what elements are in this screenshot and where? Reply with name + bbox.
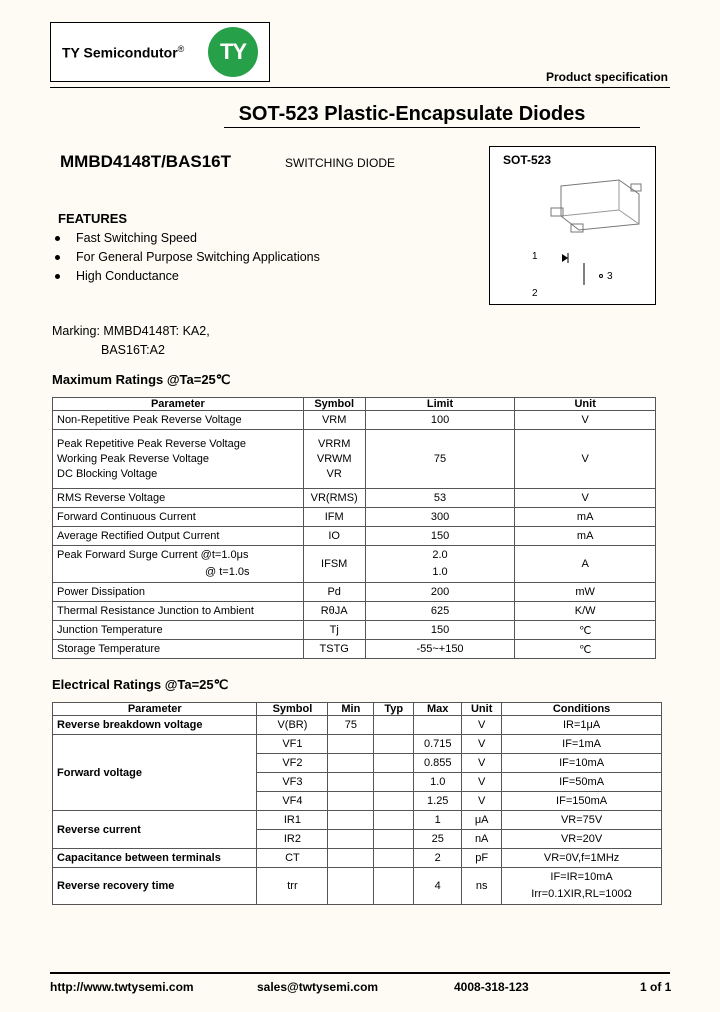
cell-unit: V <box>462 735 502 754</box>
cell-param: Junction Temperature <box>53 621 304 640</box>
cell-limit: 150 <box>365 527 515 546</box>
header-typ: Typ <box>374 703 414 716</box>
company-name: TY Semicondutor® <box>62 44 185 61</box>
feature-item: For General Purpose Switching Applications <box>55 250 320 264</box>
product-specification-label: Product specification <box>545 70 668 84</box>
cell-unit: ℃ <box>515 640 656 659</box>
table-row <box>53 583 656 602</box>
title-underline <box>224 127 640 128</box>
cell-min <box>328 792 374 811</box>
company-logo: TY <box>208 27 258 77</box>
cell-min <box>328 735 374 754</box>
table-row <box>53 489 656 508</box>
cell-sym: VRRM VRWM VR <box>303 430 365 489</box>
header-max: Max <box>414 703 462 716</box>
table-row <box>53 430 656 489</box>
cell-param: Peak Repetitive Peak Reverse Voltage Working Peak Reverse Voltage DC Blocking Voltage <box>53 430 304 489</box>
cell-sym: VF4 <box>257 792 328 811</box>
cell-cond: IF=IR=10mA Irr=0.1XIR,RL=100Ω <box>502 868 662 905</box>
cell-param: Thermal Resistance Junction to Ambient <box>53 602 304 621</box>
cell-param: Peak Forward Surge Current @t=1.0μs @ t=1.0s <box>53 546 304 583</box>
cell-sym: RθJA <box>303 602 365 621</box>
cell-cond: IF=150mA <box>502 792 662 811</box>
header-divider <box>50 87 670 88</box>
cell-unit: A <box>515 546 656 583</box>
cell-param: Forward voltage <box>53 735 257 811</box>
cell-cond: IF=1mA <box>502 735 662 754</box>
cell-limit: 75 <box>365 430 515 489</box>
table-row <box>53 640 656 659</box>
package-title: SOT-523 <box>503 153 552 167</box>
cell-max: 2 <box>414 849 462 868</box>
cell-unit: K/W <box>515 602 656 621</box>
cell-limit: 150 <box>365 621 515 640</box>
cell-param: Non-Repetitive Peak Reverse Voltage <box>53 411 304 430</box>
cell-sym: IR2 <box>257 830 328 849</box>
cell-max: 4 <box>414 868 462 905</box>
cell-sym: IO <box>303 527 365 546</box>
header-parameter: Parameter <box>53 398 304 411</box>
cell-sym: VF2 <box>257 754 328 773</box>
cell-max: 1.25 <box>414 792 462 811</box>
cell-typ <box>374 792 414 811</box>
cell-typ <box>374 754 414 773</box>
table-row <box>53 811 662 830</box>
header-unit: Unit <box>515 398 656 411</box>
table-row <box>53 621 656 640</box>
pin2-label: 2 <box>532 288 538 299</box>
cell-param: Storage Temperature <box>53 640 304 659</box>
cell-cond: IR=1μA <box>502 716 662 735</box>
table-row <box>53 546 656 583</box>
pin1-label: 1 <box>532 251 538 262</box>
cell-limit: 100 <box>365 411 515 430</box>
marking-line-2: BAS16T:A2 <box>101 343 165 357</box>
cell-param: Reverse breakdown voltage <box>53 716 257 735</box>
cell-sym: trr <box>257 868 328 905</box>
cell-typ <box>374 735 414 754</box>
package-drawing <box>489 146 654 303</box>
header-unit: Unit <box>462 703 502 716</box>
header-parameter: Parameter <box>53 703 257 716</box>
cell-limit: 53 <box>365 489 515 508</box>
email-link[interactable]: sales@twtysemi.com <box>257 980 379 994</box>
cell-min <box>328 811 374 830</box>
bullet-icon <box>55 274 60 279</box>
bullet-icon <box>55 236 60 241</box>
cell-min <box>328 849 374 868</box>
cell-unit: V <box>462 716 502 735</box>
phone-number: 4008-318-123 <box>454 980 529 994</box>
cell-param: Reverse recovery time <box>53 868 257 905</box>
cell-unit: V <box>462 792 502 811</box>
table-row <box>53 508 656 527</box>
website-link[interactable]: http://www.twtysemi.com <box>50 980 194 994</box>
footer-divider <box>50 972 670 974</box>
cell-max: 1 <box>414 811 462 830</box>
cell-cond: VR=0V,f=1MHz <box>502 849 662 868</box>
cell-unit: V <box>462 754 502 773</box>
cell-sym: CT <box>257 849 328 868</box>
cell-limit: -55~+150 <box>365 640 515 659</box>
cell-param: Average Rectified Output Current <box>53 527 304 546</box>
part-type: SWITCHING DIODE <box>285 156 395 170</box>
table-row <box>53 602 656 621</box>
cell-unit: V <box>515 411 656 430</box>
page-number: 1 of 1 <box>640 980 672 994</box>
cell-sym: Tj <box>303 621 365 640</box>
cell-limit: 200 <box>365 583 515 602</box>
table-row <box>53 849 662 868</box>
header-min: Min <box>328 703 374 716</box>
cell-unit: V <box>515 489 656 508</box>
cell-param: Reverse current <box>53 811 257 849</box>
header-limit: Limit <box>365 398 515 411</box>
feature-item: High Conductance <box>55 269 179 283</box>
cell-cond: VR=75V <box>502 811 662 830</box>
cell-sym: IR1 <box>257 811 328 830</box>
cell-unit: V <box>515 430 656 489</box>
elec-ratings-table <box>52 702 662 905</box>
cell-max: 25 <box>414 830 462 849</box>
cell-param: Capacitance between terminals <box>53 849 257 868</box>
header-conditions: Conditions <box>502 703 662 716</box>
cell-typ <box>374 811 414 830</box>
cell-cond: VR=20V <box>502 830 662 849</box>
cell-limit: 625 <box>365 602 515 621</box>
cell-min <box>328 754 374 773</box>
table-row <box>53 411 656 430</box>
table-row <box>53 716 662 735</box>
cell-sym: TSTG <box>303 640 365 659</box>
cell-unit: mA <box>515 527 656 546</box>
cell-unit: mA <box>515 508 656 527</box>
marking-line-1: Marking: MMBD4148T: KA2, <box>52 324 210 338</box>
max-ratings-title: Maximum Ratings @Ta=25℃ <box>52 372 231 387</box>
cell-typ <box>374 716 414 735</box>
max-ratings-table <box>52 397 656 659</box>
cell-limit: 300 <box>365 508 515 527</box>
cell-typ <box>374 830 414 849</box>
table-row <box>53 868 662 905</box>
cell-typ <box>374 773 414 792</box>
cell-unit: ns <box>462 868 502 905</box>
cell-typ <box>374 849 414 868</box>
cell-min: 75 <box>328 716 374 735</box>
cell-max: 0.715 <box>414 735 462 754</box>
part-number: MMBD4148T/BAS16T <box>60 152 231 171</box>
table-header-row <box>53 703 662 716</box>
cell-cond: IF=50mA <box>502 773 662 792</box>
cell-sym: Pd <box>303 583 365 602</box>
cell-sym: VRM <box>303 411 365 430</box>
cell-sym: V(BR) <box>257 716 328 735</box>
cell-sym: IFSM <box>303 546 365 583</box>
header-symbol: Symbol <box>257 703 328 716</box>
table-row <box>53 735 662 754</box>
cell-min <box>328 773 374 792</box>
cell-max: 0.855 <box>414 754 462 773</box>
cell-sym: VF3 <box>257 773 328 792</box>
header-symbol: Symbol <box>303 398 365 411</box>
cell-min <box>328 830 374 849</box>
cell-unit: V <box>462 773 502 792</box>
bullet-icon <box>55 255 60 260</box>
cell-unit: μA <box>462 811 502 830</box>
cell-limit: 2.0 1.0 <box>365 546 515 583</box>
cell-unit: nA <box>462 830 502 849</box>
document-title: SOT-523 Plastic-Encapsulate Diodes <box>238 103 586 125</box>
table-header-row <box>53 398 656 411</box>
cell-sym: VF1 <box>257 735 328 754</box>
cell-unit: ℃ <box>515 621 656 640</box>
cell-cond: IF=10mA <box>502 754 662 773</box>
cell-param: RMS Reverse Voltage <box>53 489 304 508</box>
cell-min <box>328 868 374 905</box>
elec-ratings-title: Electrical Ratings @Ta=25℃ <box>52 677 229 692</box>
feature-item: Fast Switching Speed <box>55 231 197 245</box>
features-title: FEATURES <box>58 211 128 226</box>
cell-unit: mW <box>515 583 656 602</box>
cell-param: Forward Continuous Current <box>53 508 304 527</box>
cell-typ <box>374 868 414 905</box>
pin3-label: 3 <box>607 271 613 282</box>
cell-param: Power Dissipation <box>53 583 304 602</box>
cell-unit: pF <box>462 849 502 868</box>
cell-max: 1.0 <box>414 773 462 792</box>
table-row <box>53 527 656 546</box>
cell-sym: VR(RMS) <box>303 489 365 508</box>
cell-sym: IFM <box>303 508 365 527</box>
cell-max <box>414 716 462 735</box>
